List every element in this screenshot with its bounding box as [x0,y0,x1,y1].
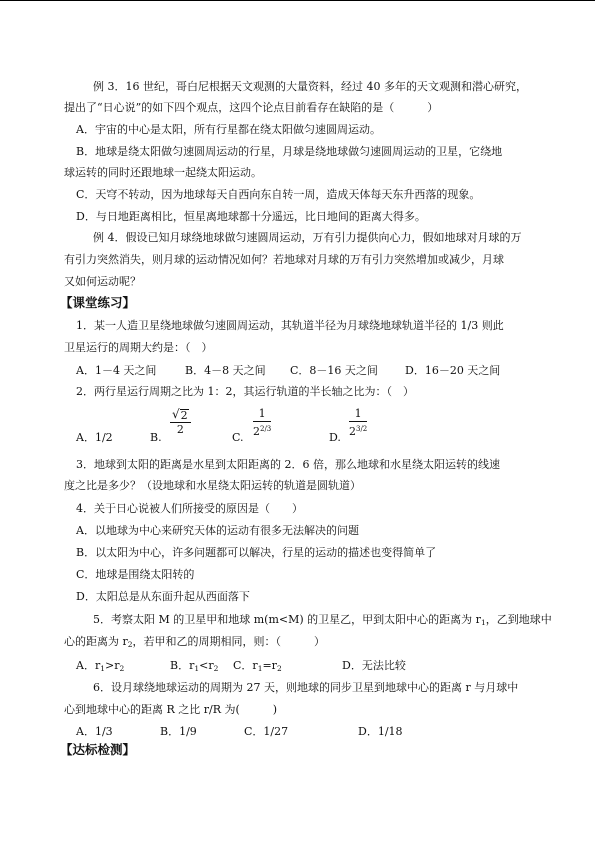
sqrt-expression: √ 2 [172,407,188,422]
question-5-option-d: D．无法比较 [342,659,406,672]
fraction-numerator: 1 [258,407,266,420]
fraction-numerator: 1 [354,407,362,420]
question-2-option-b-fraction [170,408,191,436]
question-4-line-1: 4．关于日心说被人们所接受的原因是（ ） [76,502,303,515]
question-4-option-d: D．太阳总是从东面升起从西面落下 [76,590,250,603]
section-heading-standard-test: 【达标检测】 [60,742,136,757]
question-4-option-a: A．以地球为中心来研究天体的运动有很多无法解决的问题 [76,524,359,537]
question-2-option-b-label: B. [150,431,162,444]
example-3-line-2: 提出了“日心说”的如下四个观点，这四个论点目前看存在缺陷的是（ ） [64,101,439,114]
question-4-option-b: B．以太阳为中心，许多问题都可以解决，行星的运动的描述也变得简单了 [76,546,437,559]
fraction-denominator: $2^{2/3}$ [253,425,272,438]
example-3-option-b-line-1: B．地球是绕太阳做匀速圆周运动的行星，月球是绕地球做匀速圆周运动的卫星，它绕地 [76,145,503,158]
sqrt-radicand: 2 [180,409,188,422]
question-1-option-d: D．16－20 天之间 [405,364,501,377]
question-2-option-c-label: C. [232,431,244,444]
fraction-denominator: $2^{3/2}$ [349,425,368,438]
question-6-line-2: 心到地球中心的距离 R 之比 r/R 为( ) [64,703,278,716]
example-3-option-b-line-2: 球运转的同时还跟地球一起绕太阳运动。 [64,166,262,179]
question-1-line-2: 卫星运行的周期大约是：（ ） [64,341,213,354]
question-3-line-1: 3．地球到太阳的距离是水星到太阳距离的 2．6 倍，那么地球和水星绕太阳运转的线速 [76,458,500,471]
example-4-line-1: 例 4．假设已知月球绕地球做匀速圆周运动，万有引力提供向心力，假如地球对月球的万 [93,231,522,244]
question-2-option-d-fraction [349,408,367,438]
question-6-option-a: A．1/3 [76,725,113,738]
example-3-line-1: 例 3．16 世纪，哥白尼根据天文观测的大量资料，经过 40 多年的天文观测和潜心研究， [93,80,527,93]
question-2-line-1: 2．两行星运行周期之比为 1：2，其运行轨道的半长轴之比为：（ ） [76,385,414,398]
section-heading-classroom-practice: 【课堂练习】 [60,295,136,310]
question-6-option-b: B．1/9 [160,725,197,738]
fraction-denominator: 2 [176,423,184,436]
question-2-option-d-label: D. [329,431,341,444]
example-3-option-c: C．天穹不转动，因为地球每天自西向东自转一周，造成天体每天东升西落的现象。 [76,188,481,201]
example-3-option-a: A．宇宙的中心是太阳，所有行星都在绕太阳做匀速圆周运动。 [76,123,381,136]
question-2-option-a: A．1/2 [76,431,113,444]
question-4-option-c: C．地球是围绕太阳转的 [76,568,195,581]
question-2-option-c-fraction [253,408,271,438]
question-1-option-b: B．4－8 天之间 [185,364,266,377]
question-5-option-a: A．$r_1>r_2$ [76,659,125,673]
question-5-option-b: B．$r_1<r_2$ [170,659,219,673]
question-1-option-c: C．8－16 天之间 [290,364,378,377]
example-4-line-3: 又如何运动呢？ [64,275,141,288]
fraction-bar [253,421,271,422]
question-6-option-c: C．1/27 [244,725,289,738]
question-3-line-2: 度之比是多少？（设地球和水星绕太阳运转的轨道是圆轨道） [64,479,361,492]
page-top-border [0,0,595,1]
question-1-option-a: A．1－4 天之间 [76,364,157,377]
question-6-line-1: 6．设月球绕地球运动的周期为 27 天，则地球的同步卫星到地球中心的距离 r 与月球中 [93,681,519,694]
example-3-option-d: D．与日地距离相比，恒星离地球都十分遥远，比日地间的距离大得多。 [76,210,426,223]
question-1-line-1: 1．某一人造卫星绕地球做匀速圆周运动，其轨道半径为月球绕地球轨道半径的 1/3 则此 [76,319,504,332]
question-5-line-1: 5．考察太阳 M 的卫星甲和地球 m(m<M) 的卫星乙，甲到太阳中心的距离为 $r_1$，乙到地球中 [93,613,552,627]
question-6-option-d: D．1/18 [358,725,403,738]
fraction-bar [349,421,367,422]
example-4-line-2: 有引力突然消失，则月球的运动情况如何？若地球对月球的万有引力突然增加或减少，月球 [64,253,504,266]
question-5-line-2: 心的距离为 $r_2$，若甲和乙的周期相同，则：（ ） [64,635,326,649]
question-5-option-c: C．$r_1=r_2$ [233,659,282,673]
